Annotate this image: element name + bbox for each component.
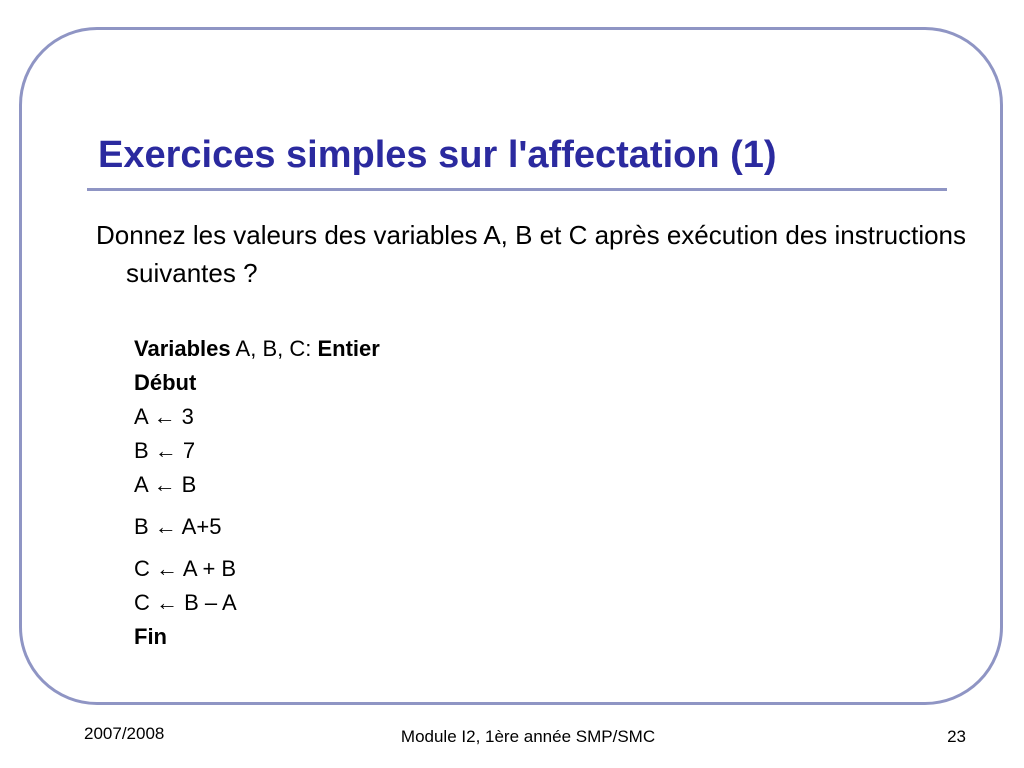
footer-course: Module I2, 1ère année SMP/SMC [400, 727, 656, 746]
footer-date: 2007/2008 [84, 724, 165, 743]
slide-title: Exercices simples sur l'affectation (1) [98, 134, 777, 176]
algorithm-declaration [134, 336, 380, 362]
title-underline [87, 188, 947, 191]
begin-keyword: Début [134, 370, 197, 395]
end-keyword: Fin [134, 624, 167, 649]
declaration-variables: A, B, C: [230, 336, 318, 361]
instruction-line: A ← 3 [134, 404, 194, 429]
exercise-instructions: Donnez les valeurs des variables A, B et C après exécution des instructions suivantes ? [96, 220, 967, 288]
instruction-line: C ← A + B [134, 556, 237, 581]
instruction-line: A ← B [134, 472, 197, 497]
instruction-line: B ← A+5 [134, 514, 222, 539]
page-number: 23 [947, 727, 966, 746]
declaration-type: Entier [317, 336, 380, 361]
algorithm-begin [134, 370, 196, 396]
instruction-line: C ← B – A [134, 590, 237, 615]
declaration-keyword: Variables [134, 336, 231, 361]
instruction-line: B ← 7 [134, 438, 196, 463]
algorithm-end [134, 624, 167, 650]
